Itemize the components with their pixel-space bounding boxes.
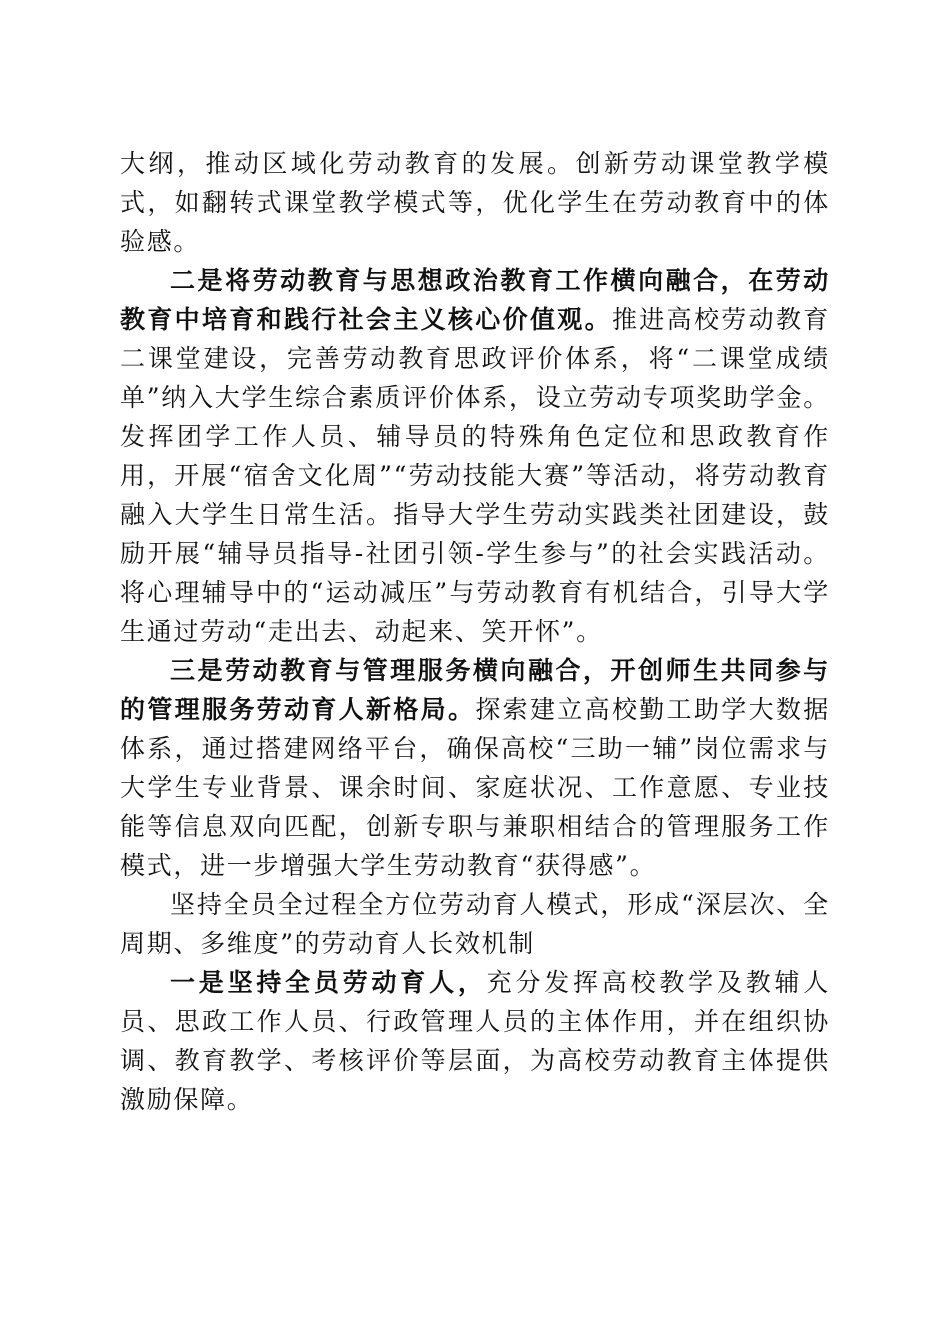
paragraph-5-lead: 一是坚持全员劳动育人， — [170, 968, 487, 997]
section-heading — [120, 885, 830, 963]
paragraph-1-text: 大纲，推动区域化劳动教育的发展。创新劳动课堂教学模式，如翻转式课堂教学模式等，优化学生在劳动教育中的体验感。 — [120, 149, 830, 256]
paragraph-ideological-integration — [120, 261, 830, 651]
paragraph-3-text: 探索建立高校勤工助学大数据体系，通过搭建网络平台，确保高校“三助一辅”岗位需求与大学生专业背景、课余时间、家庭状况、工作意愿、专业技能等信息双向匹配，创新专职与兼职相结合的管理服务工作模式，进一步增强大学生劳动教育“获得感”。 — [120, 695, 830, 880]
paragraph-all-staff — [120, 963, 830, 1119]
paragraph-3-lead: 三是劳动教育与管理服务横向融合，开创师生共同参与的管理服务劳动育人新格局。 — [120, 656, 830, 724]
paragraph-2-text: 推进高校劳动教育二课堂建设，完善劳动教育思政评价体系，将“二课堂成绩单”纳入大学生综合素质评价体系，设立劳动专项奖助学金。发挥团学工作人员、辅导员的特殊角色定位和思政教育作用，开展“宿舍文化周”“劳动技能大赛”等活动，将劳动教育融入大学生日常生活。指导大学生劳动实践类社团建设，鼓励开展“辅导员指导-社团引领-学生参与”的社会实践活动。将心理辅导中的“运动减压”与劳动教育有机结合，引导大学生通过劳动“走出去、动起来、笑开怀”。 — [120, 305, 830, 646]
paragraph-continuation — [120, 144, 830, 261]
paragraph-5-text: 充分发挥高校教学及教辅人员、思政工作人员、行政管理人员的主体作用，并在组织协调、教育教学、考核评价等层面，为高校劳动教育主体提供激励保障。 — [120, 968, 831, 1114]
paragraph-2-lead: 二是将劳动教育与思想政治教育工作横向融合，在劳动教育中培育和践行社会主义核心价值观。 — [120, 266, 830, 334]
paragraph-4-text: 坚持全员全过程全方位劳动育人模式，形成“深层次、全周期、多维度”的劳动育人长效机制 — [120, 890, 830, 958]
document-body — [120, 144, 830, 1119]
paragraph-management-integration — [120, 651, 830, 885]
